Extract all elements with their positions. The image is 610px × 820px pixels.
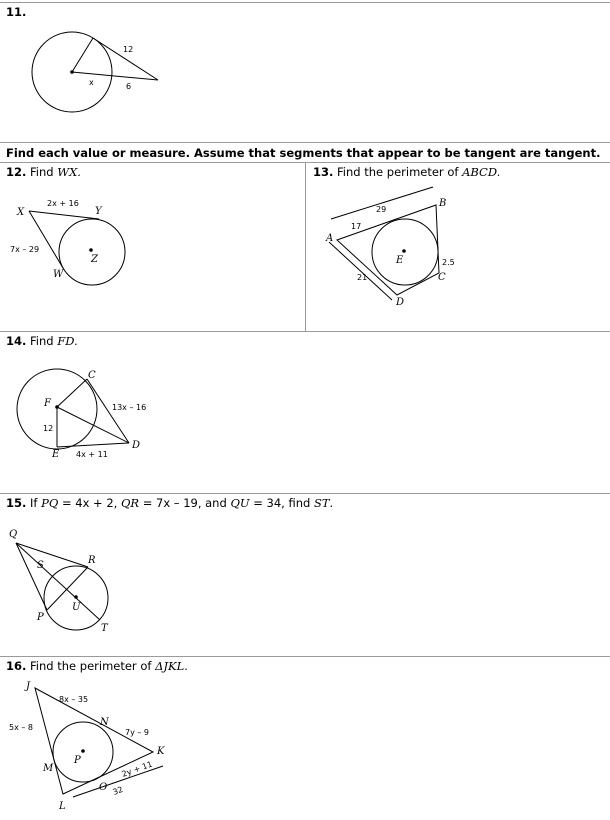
circle xyxy=(59,219,125,285)
point-C: C xyxy=(88,370,96,381)
secant-segment xyxy=(72,72,158,80)
problem-16-figure xyxy=(0,656,610,820)
tangent-qp xyxy=(16,543,47,610)
point-M: M xyxy=(43,763,54,774)
label-cd: 13x – 16 xyxy=(112,403,147,412)
label-xw: 7x – 29 xyxy=(10,245,40,254)
point-F: F xyxy=(44,398,51,409)
var-st: ST xyxy=(313,496,330,510)
point-W: W xyxy=(53,269,64,280)
problem-number: 15. xyxy=(6,496,27,510)
label-jn: 8x – 35 xyxy=(59,695,89,704)
problem-number: 16. xyxy=(6,659,27,673)
point-B: B xyxy=(439,198,447,209)
problem-14-figure xyxy=(0,331,610,493)
label-ed: 4x + 11 xyxy=(76,450,108,459)
var-qr: QR xyxy=(120,496,140,510)
point-S: S xyxy=(37,560,44,571)
prompt-target: WX. xyxy=(57,165,81,179)
prompt-target: FD. xyxy=(57,334,78,348)
pq-value: = 4x + 2, xyxy=(58,496,121,510)
var-qu: QU xyxy=(230,496,250,510)
point-C: C xyxy=(438,272,446,283)
point-T: T xyxy=(101,623,108,634)
prompt-target: ΔJKL. xyxy=(155,659,188,673)
tangent-xw xyxy=(29,211,63,268)
prompt-target: ABCD. xyxy=(462,165,501,179)
qu-value: = 34, find xyxy=(249,496,314,510)
problem-number: 14. xyxy=(6,334,27,348)
tangent-qr xyxy=(16,543,88,567)
segment-fd xyxy=(57,407,129,443)
center-point xyxy=(55,405,59,409)
point-X: X xyxy=(17,207,25,218)
label-nk: 7y – 9 xyxy=(125,728,149,737)
problem-11-figure xyxy=(0,0,610,142)
prompt-text: If xyxy=(30,496,38,510)
instructions: Find each value or measure. Assume that segments that appear to be tangent are tangent. xyxy=(6,146,601,160)
center-point xyxy=(81,749,85,753)
label-fe: 12 xyxy=(43,424,54,433)
quadrilateral-ABCD xyxy=(337,205,439,295)
center-point xyxy=(74,595,78,599)
tangent-xy xyxy=(29,211,99,219)
label-6: 6 xyxy=(126,82,132,91)
point-Q: Q xyxy=(9,529,18,540)
point-A: A xyxy=(326,233,334,244)
point-E: E xyxy=(52,449,60,460)
radius xyxy=(72,38,93,72)
prompt-text: Find xyxy=(30,334,54,348)
problem-13-figure xyxy=(305,162,610,331)
label-jm: 5x – 8 xyxy=(9,723,33,732)
point-D: D xyxy=(396,297,405,308)
label-c-tangent: 2.5 xyxy=(442,258,455,267)
point-O: O xyxy=(99,782,108,793)
prompt-text: Find the perimeter of xyxy=(337,165,459,179)
divider xyxy=(0,142,610,143)
point-Y: Y xyxy=(95,206,102,217)
center-point xyxy=(70,70,74,74)
problem-15-figure xyxy=(0,493,610,656)
prompt-text: Find xyxy=(30,165,54,179)
radius-fc xyxy=(57,379,87,407)
qr-value: = 7x – 19, and xyxy=(139,496,231,510)
problem-number: 12. xyxy=(6,165,27,179)
label-x: x xyxy=(89,78,94,87)
point-R: R xyxy=(88,555,96,566)
label-xy: 2x + 16 xyxy=(47,199,79,208)
problem-number: 13. xyxy=(313,165,334,179)
point-Z: Z xyxy=(91,254,98,265)
point-P: P xyxy=(37,612,44,623)
label-a-tangent: 17 xyxy=(351,222,362,231)
point-L: L xyxy=(59,801,66,812)
point-P: P xyxy=(74,755,81,766)
label-ab: 29 xyxy=(376,205,387,214)
prompt-text: Find the perimeter of xyxy=(30,659,152,673)
triangle-JKL xyxy=(35,688,153,794)
center-point xyxy=(89,248,93,252)
label-12: 12 xyxy=(123,45,134,54)
point-K: K xyxy=(157,746,165,757)
point-D: D xyxy=(132,440,141,451)
dimension-ab xyxy=(331,187,433,219)
problem-12-figure xyxy=(0,162,305,331)
label-ok: 2y + 11 xyxy=(120,759,154,779)
var-pq: PQ xyxy=(41,496,59,510)
point-N: N xyxy=(100,717,109,728)
point-J: J xyxy=(26,681,31,692)
tangent-ed xyxy=(57,443,129,447)
center-point xyxy=(402,249,406,253)
prompt-end: . xyxy=(329,496,334,510)
problem-11-number: 11. xyxy=(6,5,27,19)
point-U: U xyxy=(72,602,81,613)
dimension-ad xyxy=(329,242,392,300)
point-E: E xyxy=(396,255,404,266)
label-ad: 21 xyxy=(357,273,368,282)
label-lo: 32 xyxy=(111,784,125,797)
